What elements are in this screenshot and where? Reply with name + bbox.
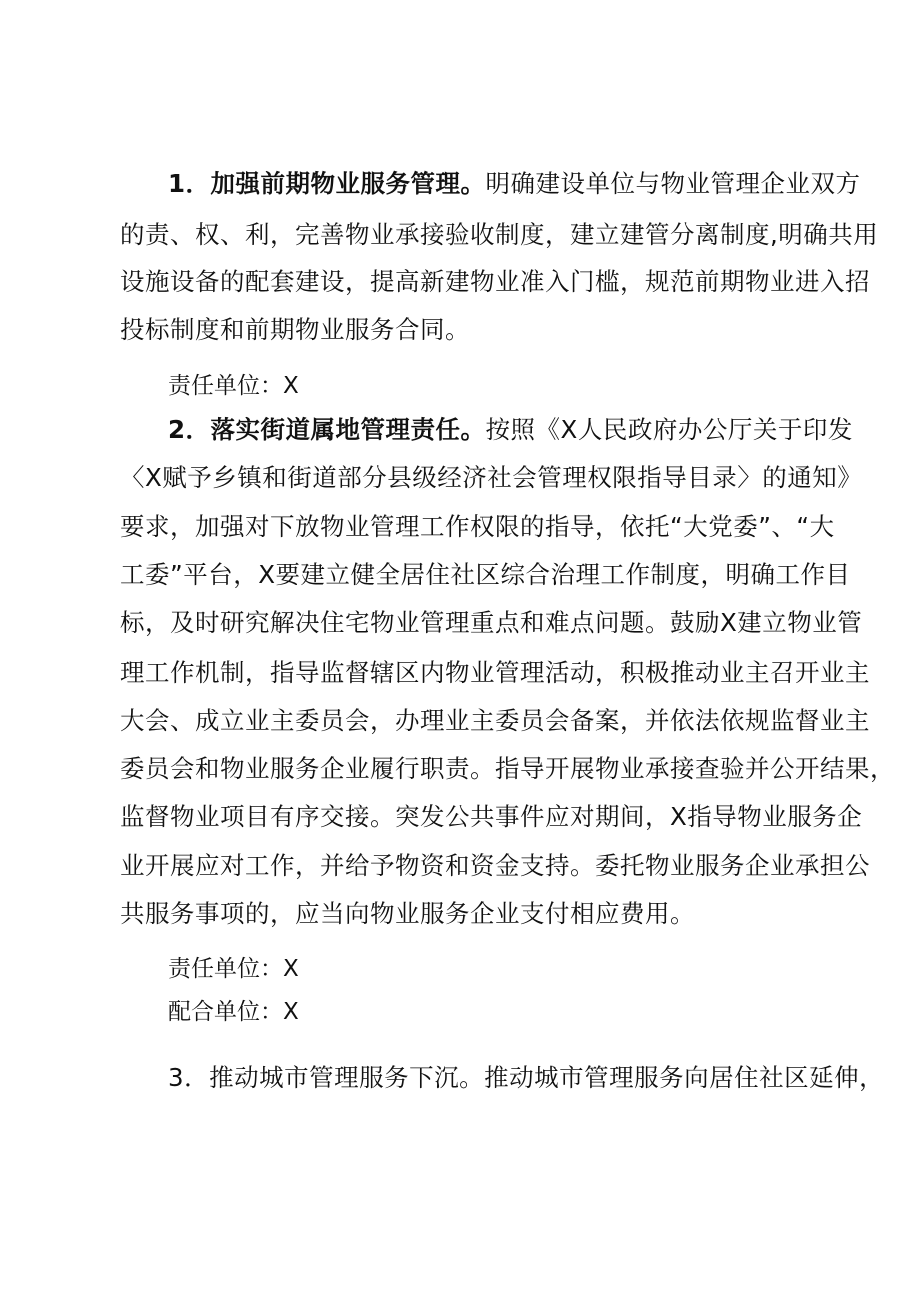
section2-text-line-9: 监督物业项目有序交接。突发公共事件应对期间，X指导物业服务企 <box>120 802 863 831</box>
section2-first-line <box>168 414 853 446</box>
section2-text-line-7: 大会、成立业主委员会，办理业主委员会备案，并依法依规监督业主 <box>120 706 870 735</box>
section1-text-line-2: 的责、权、利，完善物业承接验收制度，建立建管分离制度,明确共用 <box>120 220 879 249</box>
section2-text-line-11: 共服务事项的，应当向物业服务企业支付相应费用。 <box>120 899 695 928</box>
section2-cooperating-unit: 配合单位：X <box>168 999 299 1025</box>
section1-first-line <box>168 168 861 200</box>
section2-heading: 2．落实街道属地管理责任。 <box>168 415 486 444</box>
section2-text-line-3: 要求，加强对下放物业管理工作权限的指导，依托“大党委”、“大 <box>120 512 835 541</box>
section2-text-line-4: 工委”平台，X要建立健全居住社区综合治理工作制度，明确工作目 <box>120 560 851 589</box>
section1-text-line-4: 投标制度和前期物业服务合同。 <box>120 315 470 344</box>
section2-text-line-5: 标，及时研究解决住宅物业管理重点和难点问题。鼓励X建立物业管 <box>120 608 863 637</box>
section2-text-line-6: 理工作机制，指导监督辖区内物业管理活动，积极推动业主召开业主 <box>120 658 870 687</box>
section1-text-line-3: 设施设备的配套建设，提高新建物业准入门槛，规范前期物业进入招 <box>120 267 870 296</box>
section1-heading: 1．加强前期物业服务管理。 <box>168 169 486 198</box>
section1-responsible-unit: 责任单位：X <box>168 373 299 399</box>
section3-first-line: 3．推动城市管理服务下沉。推动城市管理服务向居住社区延伸， <box>168 1063 885 1092</box>
section2-text-line-10: 业开展应对工作，并给予物资和资金支持。委托物业服务企业承担公 <box>120 851 870 880</box>
section2-responsible-unit: 责任单位：X <box>168 956 299 982</box>
section2-text-line-2: 〈X赋予乡镇和街道部分县级经济社会管理权限指导目录〉的通知》 <box>120 463 863 492</box>
section1-text-line-1: 明确建设单位与物业管理企业双方 <box>485 169 861 198</box>
section2-text-line-8: 委员会和物业服务企业履行职责。指导开展物业承接查验并公开结果， <box>120 754 895 783</box>
section2-text-line-1: 按照《X人民政府办公厅关于印发 <box>485 415 853 444</box>
